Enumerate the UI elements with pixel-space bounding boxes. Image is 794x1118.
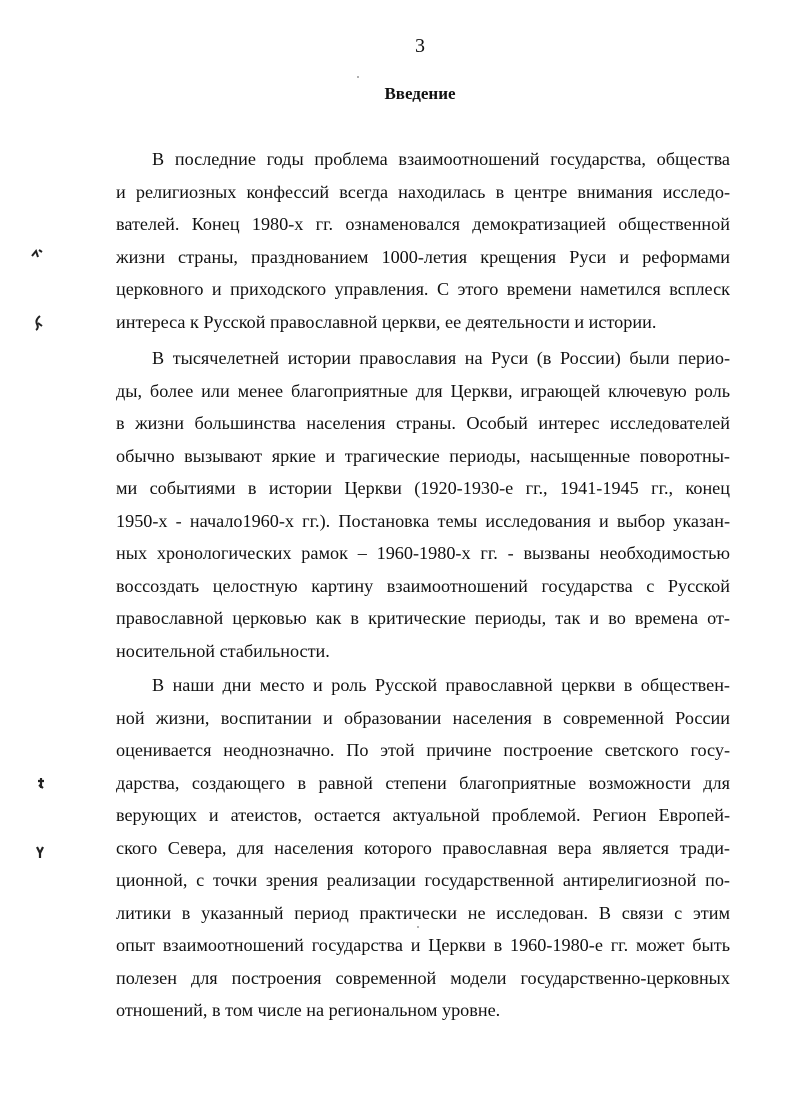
text-line: полезен для построения современной модели государственно-церковных — [116, 967, 730, 988]
scan-mark-icon — [30, 248, 44, 260]
text-line: ционной, с точки зрения реализации государственной антирелигиозной по- — [116, 870, 730, 890]
text-line: В последние годы проблема взаимоотношений государства, общества — [152, 149, 730, 169]
text-line: воссоздать целостную картину взаимоотношений государства с Русской — [116, 575, 730, 596]
text-line: верующих и атеистов, остается актуальной проблемой. Регион Европей- — [116, 805, 730, 825]
text-line: и религиозных конфессий всегда находилась в центре внимания исследо- — [116, 181, 730, 202]
text-line: 1950-х - начало1960-х гг.). Постановка темы исследования и выбор указан- — [116, 510, 730, 531]
page-number: 3 — [415, 35, 425, 57]
page-title: Введение — [384, 84, 456, 103]
text-line: В тысячелетней истории православия на Руси (в России) были перио- — [152, 348, 730, 368]
paragraph-1 — [116, 143, 730, 338]
text-line: ной жизни, воспитании и образовании населения в современной России — [116, 707, 730, 728]
text-line: ды, более или менее благоприятные для Церкви, играющей ключевую роль — [116, 380, 730, 401]
text-line: интереса к Русской православной церкви, ее деятельности и истории. — [116, 311, 657, 332]
paragraph-3 — [116, 669, 730, 1027]
text-line: ми событиями в истории Церкви (1920-1930-е гг., 1941-1945 гг., конец — [116, 478, 730, 498]
text-line: ных хронологических рамок – 1960-1980-х гг. - вызваны необходимостью — [116, 543, 730, 563]
paragraph-2 — [116, 342, 730, 667]
text-line: вателей. Конец 1980-х гг. ознаменовался демократизацией общественной — [116, 214, 730, 234]
text-line: обычно вызывают яркие и трагические периоды, насыщенные поворотны- — [116, 445, 730, 466]
text-line: православной церковью как в критические периоды, так и во времена от- — [116, 608, 730, 628]
text-line: В наши дни место и роль Русской православной церкви в обществен- — [152, 675, 730, 695]
text-line: отношений, в том числе на региональном уровне. — [116, 1000, 501, 1020]
text-line: дарства, создающего в равной степени благоприятные возможности для — [116, 772, 730, 793]
scan-speck — [357, 76, 359, 78]
text-line: опыт взаимоотношений государства и Церкви в 1960-1980-е гг. может быть — [116, 935, 730, 955]
text-line: ского Севера, для населения которого православная вера является тради- — [116, 837, 730, 858]
scan-mark-icon — [35, 844, 45, 860]
scan-speck — [417, 926, 419, 928]
text-line: жизни страны, празднованием 1000-летия крещения Руси и реформами — [116, 246, 730, 267]
text-line: оценивается неоднозначно. По этой причине построение светского госу- — [116, 740, 730, 760]
text-line: в жизни большинства населения страны. Особый интерес исследователей — [116, 413, 730, 433]
text-line: литики в указанный период практически не исследован. В связи с этим — [116, 902, 730, 923]
scan-mark-icon — [36, 776, 46, 790]
text-line: церковного и приходского управления. С этого времени наметился всплеск — [116, 279, 730, 299]
scan-mark-icon — [32, 314, 44, 332]
text-line: носительной стабильности. — [116, 640, 330, 661]
